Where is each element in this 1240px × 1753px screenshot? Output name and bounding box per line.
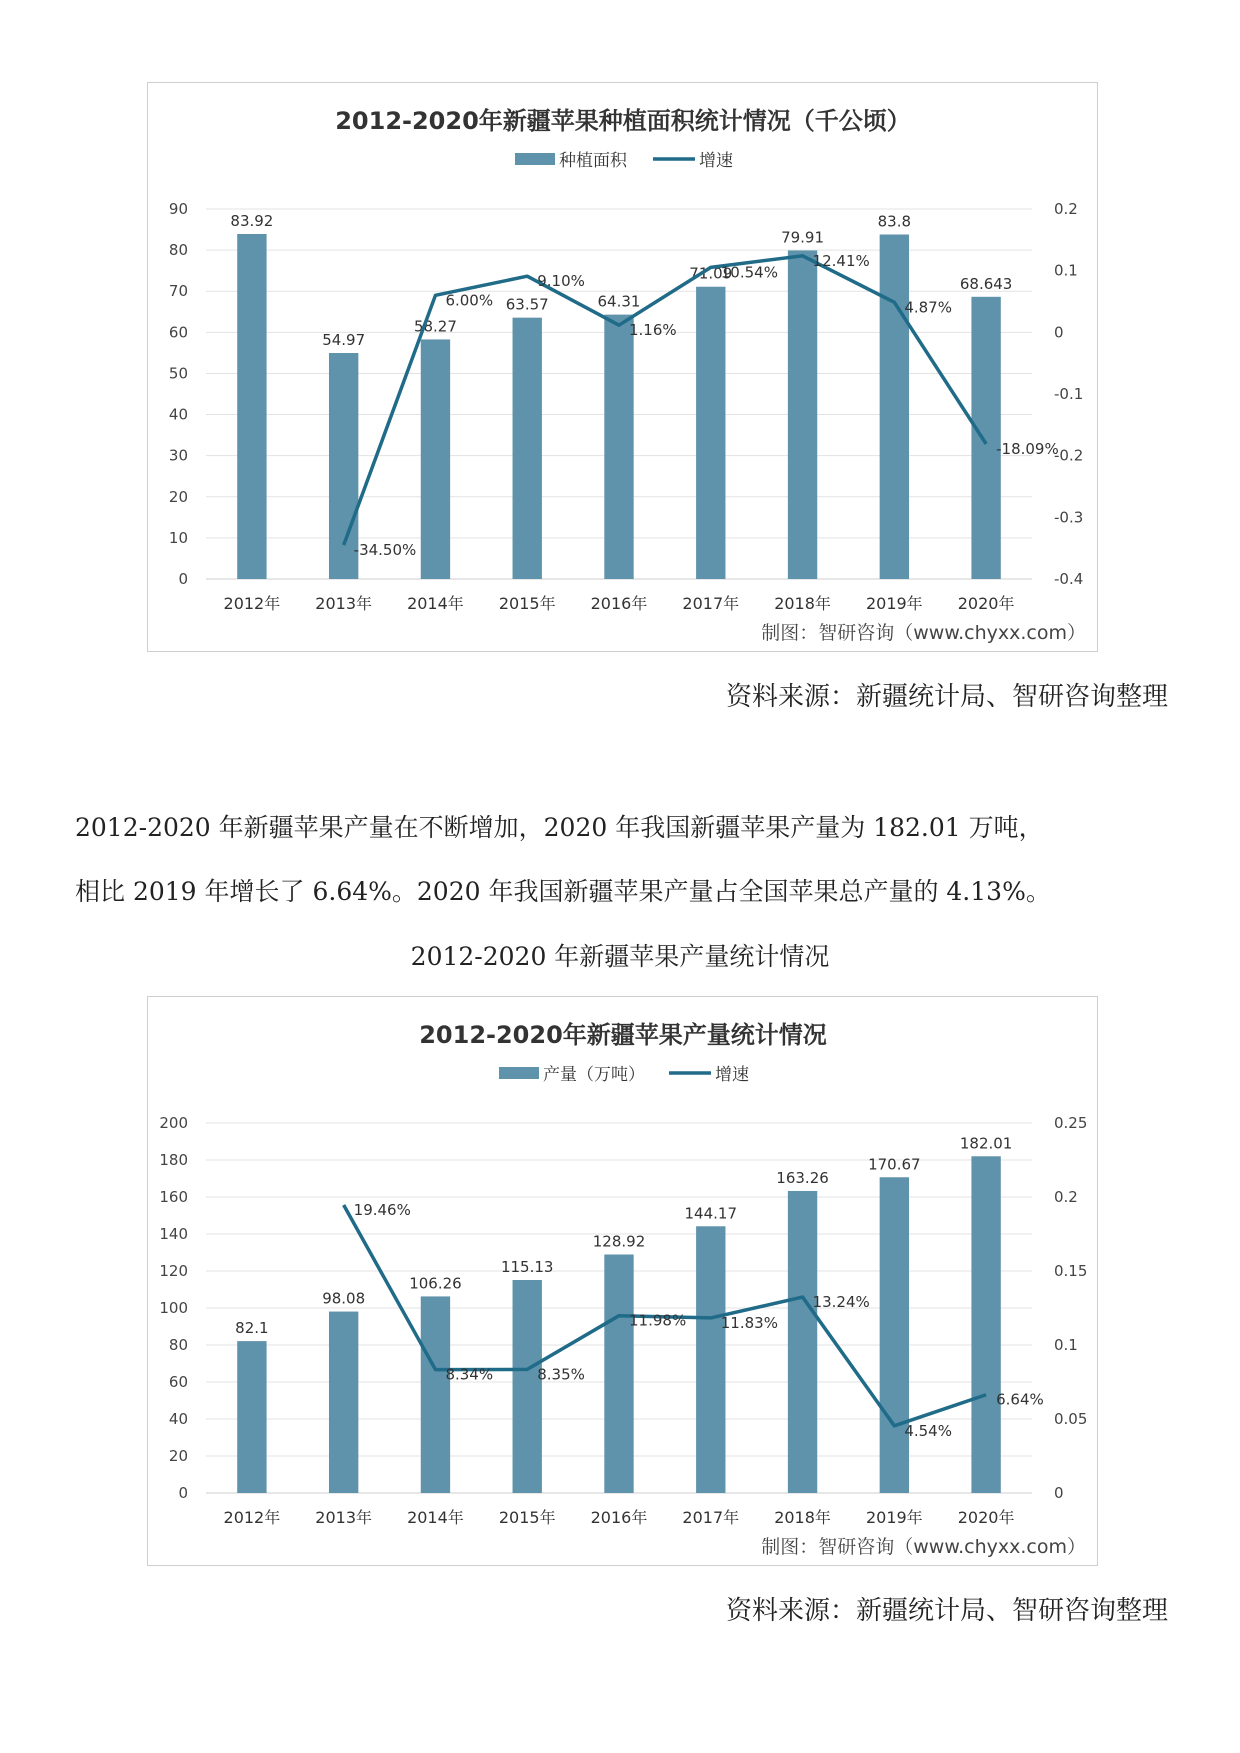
y-tick-label: 80 bbox=[168, 241, 188, 260]
legend-label-bar: 种植面积 bbox=[559, 151, 627, 171]
legend-swatch-bar bbox=[515, 153, 555, 165]
y2-tick-label: -0.2 bbox=[1054, 446, 1084, 465]
chart-credit: 制图：智研咨询（www.chyxx.com） bbox=[761, 622, 1086, 644]
legend-label-line: 增速 bbox=[715, 1065, 749, 1085]
bar-value-label: 54.97 bbox=[322, 331, 366, 350]
y-tick-label: 60 bbox=[168, 1373, 188, 1391]
x-tick-label: 2014年 bbox=[407, 594, 464, 613]
x-tick-label: 2020年 bbox=[957, 594, 1015, 613]
y2-tick-label: -0.4 bbox=[1054, 570, 1084, 588]
x-tick-label: 2017年 bbox=[682, 594, 740, 613]
chart-caption-2: 2012-2020 年新疆苹果产量统计情况 bbox=[410, 942, 830, 971]
y-tick-label: 10 bbox=[168, 528, 188, 547]
chart-credit: 制图：智研咨询（www.chyxx.com） bbox=[761, 1536, 1086, 1558]
chart-title: 2012-2020年新疆苹果产量统计情况 bbox=[419, 1021, 827, 1049]
growth-value-label: 4.54% bbox=[904, 1421, 952, 1440]
bar-value-label: 58.27 bbox=[413, 317, 457, 336]
growth-value-label: 1.16% bbox=[629, 321, 677, 340]
bar bbox=[788, 250, 817, 579]
y-tick-label: 100 bbox=[159, 1299, 188, 1317]
y-tick-label: 160 bbox=[159, 1188, 188, 1206]
x-tick-label: 2015年 bbox=[498, 594, 556, 613]
bar-value-label: 83.8 bbox=[877, 212, 912, 231]
bar-value-label: 82.1 bbox=[235, 1319, 269, 1338]
x-tick-label: 2016年 bbox=[590, 594, 648, 613]
bar bbox=[971, 297, 1000, 579]
y-tick-label: 0 bbox=[178, 570, 188, 588]
growth-value-label: 11.83% bbox=[720, 1313, 778, 1332]
y-tick-label: 200 bbox=[159, 1114, 188, 1132]
bar bbox=[329, 1312, 358, 1493]
bar-value-label: 182.01 bbox=[959, 1134, 1013, 1153]
chart-production bbox=[147, 996, 1098, 1566]
y-tick-label: 120 bbox=[159, 1262, 188, 1280]
growth-value-label: 9.10% bbox=[537, 272, 585, 291]
bar bbox=[880, 1177, 909, 1493]
y2-tick-label: 0.2 bbox=[1054, 200, 1078, 218]
growth-value-label: 13.24% bbox=[812, 1293, 870, 1312]
y-tick-label: 20 bbox=[168, 1447, 188, 1465]
x-tick-label: 2015年 bbox=[498, 1508, 556, 1527]
y2-tick-label: 0.25 bbox=[1054, 1114, 1088, 1132]
legend-label-bar: 产量（万吨） bbox=[543, 1065, 645, 1085]
bar bbox=[513, 318, 542, 579]
bar bbox=[604, 315, 633, 579]
y-tick-label: 140 bbox=[159, 1225, 188, 1243]
y-tick-label: 40 bbox=[168, 1410, 188, 1428]
bar bbox=[421, 339, 450, 579]
x-tick-label: 2019年 bbox=[865, 1508, 923, 1527]
bar bbox=[696, 1226, 725, 1493]
y2-tick-label: 0.1 bbox=[1054, 1336, 1078, 1354]
chart-production-svg bbox=[148, 997, 1099, 1567]
bar-value-label: 64.31 bbox=[597, 292, 641, 311]
y-tick-label: 180 bbox=[159, 1151, 188, 1169]
x-tick-label: 2012年 bbox=[223, 1508, 281, 1527]
paragraph-line-1: 2012-2020 年新疆苹果产量在不断增加，2020 年我国新疆苹果产量为 182.01 万吨， bbox=[75, 813, 1044, 842]
y2-tick-label: 0.05 bbox=[1054, 1410, 1088, 1428]
bar-value-label: 98.08 bbox=[322, 1289, 366, 1308]
growth-value-label: 19.46% bbox=[353, 1200, 411, 1219]
bar bbox=[604, 1254, 633, 1493]
y-tick-label: 60 bbox=[168, 323, 188, 342]
source-note-1: 资料来源：新疆统计局、智研咨询整理 bbox=[725, 682, 1168, 712]
growth-value-label: 6.64% bbox=[996, 1390, 1044, 1409]
bar-value-label: 71.09 bbox=[689, 264, 733, 283]
x-tick-label: 2013年 bbox=[315, 594, 373, 613]
y-tick-label: 90 bbox=[168, 200, 188, 218]
growth-value-label: -34.50% bbox=[353, 541, 417, 560]
legend-label-line: 增速 bbox=[699, 151, 733, 171]
y2-tick-label: 0.15 bbox=[1054, 1262, 1088, 1280]
bar bbox=[696, 287, 725, 579]
legend-swatch-bar bbox=[499, 1067, 539, 1079]
y-tick-label: 40 bbox=[168, 405, 188, 424]
x-tick-label: 2018年 bbox=[774, 594, 831, 613]
x-tick-label: 2018年 bbox=[774, 1508, 831, 1527]
y-tick-label: 20 bbox=[168, 487, 188, 506]
growth-value-label: 10.54% bbox=[720, 263, 778, 282]
y2-tick-label: 0 bbox=[1054, 1484, 1064, 1502]
growth-value-label: -18.09% bbox=[996, 439, 1059, 458]
growth-value-label: 8.34% bbox=[445, 1365, 494, 1384]
bar bbox=[237, 234, 266, 579]
paragraph-line-2: 相比 2019 年增长了 6.64%。2020 年我国新疆苹果产量占全国苹果总产量的 4.13%。 bbox=[75, 877, 1051, 906]
chart-planting-area bbox=[147, 82, 1098, 652]
bar-value-label: 170.67 bbox=[868, 1155, 921, 1174]
bar bbox=[880, 234, 909, 579]
bar-value-label: 115.13 bbox=[500, 1258, 554, 1277]
source-note-2: 资料来源：新疆统计局、智研咨询整理 bbox=[725, 1596, 1168, 1626]
y-tick-label: 80 bbox=[168, 1336, 188, 1354]
growth-value-label: 11.98% bbox=[629, 1311, 687, 1330]
x-tick-label: 2013年 bbox=[315, 1508, 373, 1527]
growth-value-label: 8.35% bbox=[537, 1365, 585, 1384]
y-tick-label: 50 bbox=[168, 364, 188, 383]
x-tick-label: 2017年 bbox=[682, 1508, 740, 1527]
chart-title: 2012-2020年新疆苹果种植面积统计情况（千公顷） bbox=[335, 107, 911, 135]
bar-value-label: 68.643 bbox=[959, 274, 1013, 293]
bar-value-label: 83.92 bbox=[230, 211, 274, 230]
bar bbox=[513, 1280, 542, 1493]
bar bbox=[237, 1341, 266, 1493]
bar bbox=[971, 1156, 1000, 1493]
growth-value-label: 6.00% bbox=[445, 291, 494, 310]
growth-value-label: 4.87% bbox=[904, 298, 952, 317]
y-tick-label: 70 bbox=[168, 282, 188, 301]
growth-value-label: 12.41% bbox=[812, 251, 870, 270]
bar bbox=[421, 1296, 450, 1493]
x-tick-label: 2012年 bbox=[223, 594, 281, 613]
bar bbox=[788, 1191, 817, 1493]
chart-planting-area-svg bbox=[148, 83, 1099, 653]
bar-value-label: 79.91 bbox=[781, 228, 825, 247]
bar-value-label: 128.92 bbox=[592, 1232, 646, 1251]
bar-value-label: 63.57 bbox=[505, 295, 549, 314]
y-tick-label: 0 bbox=[178, 1484, 188, 1502]
y2-tick-label: 0.2 bbox=[1054, 1188, 1078, 1206]
x-tick-label: 2014年 bbox=[407, 1508, 464, 1527]
y2-tick-label: -0.3 bbox=[1054, 508, 1084, 527]
x-tick-label: 2019年 bbox=[865, 594, 923, 613]
y-tick-label: 30 bbox=[168, 446, 188, 465]
bar-value-label: 163.26 bbox=[776, 1168, 829, 1187]
y2-tick-label: 0 bbox=[1054, 323, 1064, 342]
x-tick-label: 2020年 bbox=[957, 1508, 1015, 1527]
x-tick-label: 2016年 bbox=[590, 1508, 648, 1527]
bar-value-label: 144.17 bbox=[684, 1204, 738, 1223]
bar-value-label: 106.26 bbox=[409, 1274, 462, 1293]
y2-tick-label: 0.1 bbox=[1054, 261, 1078, 280]
y2-tick-label: -0.1 bbox=[1054, 385, 1084, 403]
